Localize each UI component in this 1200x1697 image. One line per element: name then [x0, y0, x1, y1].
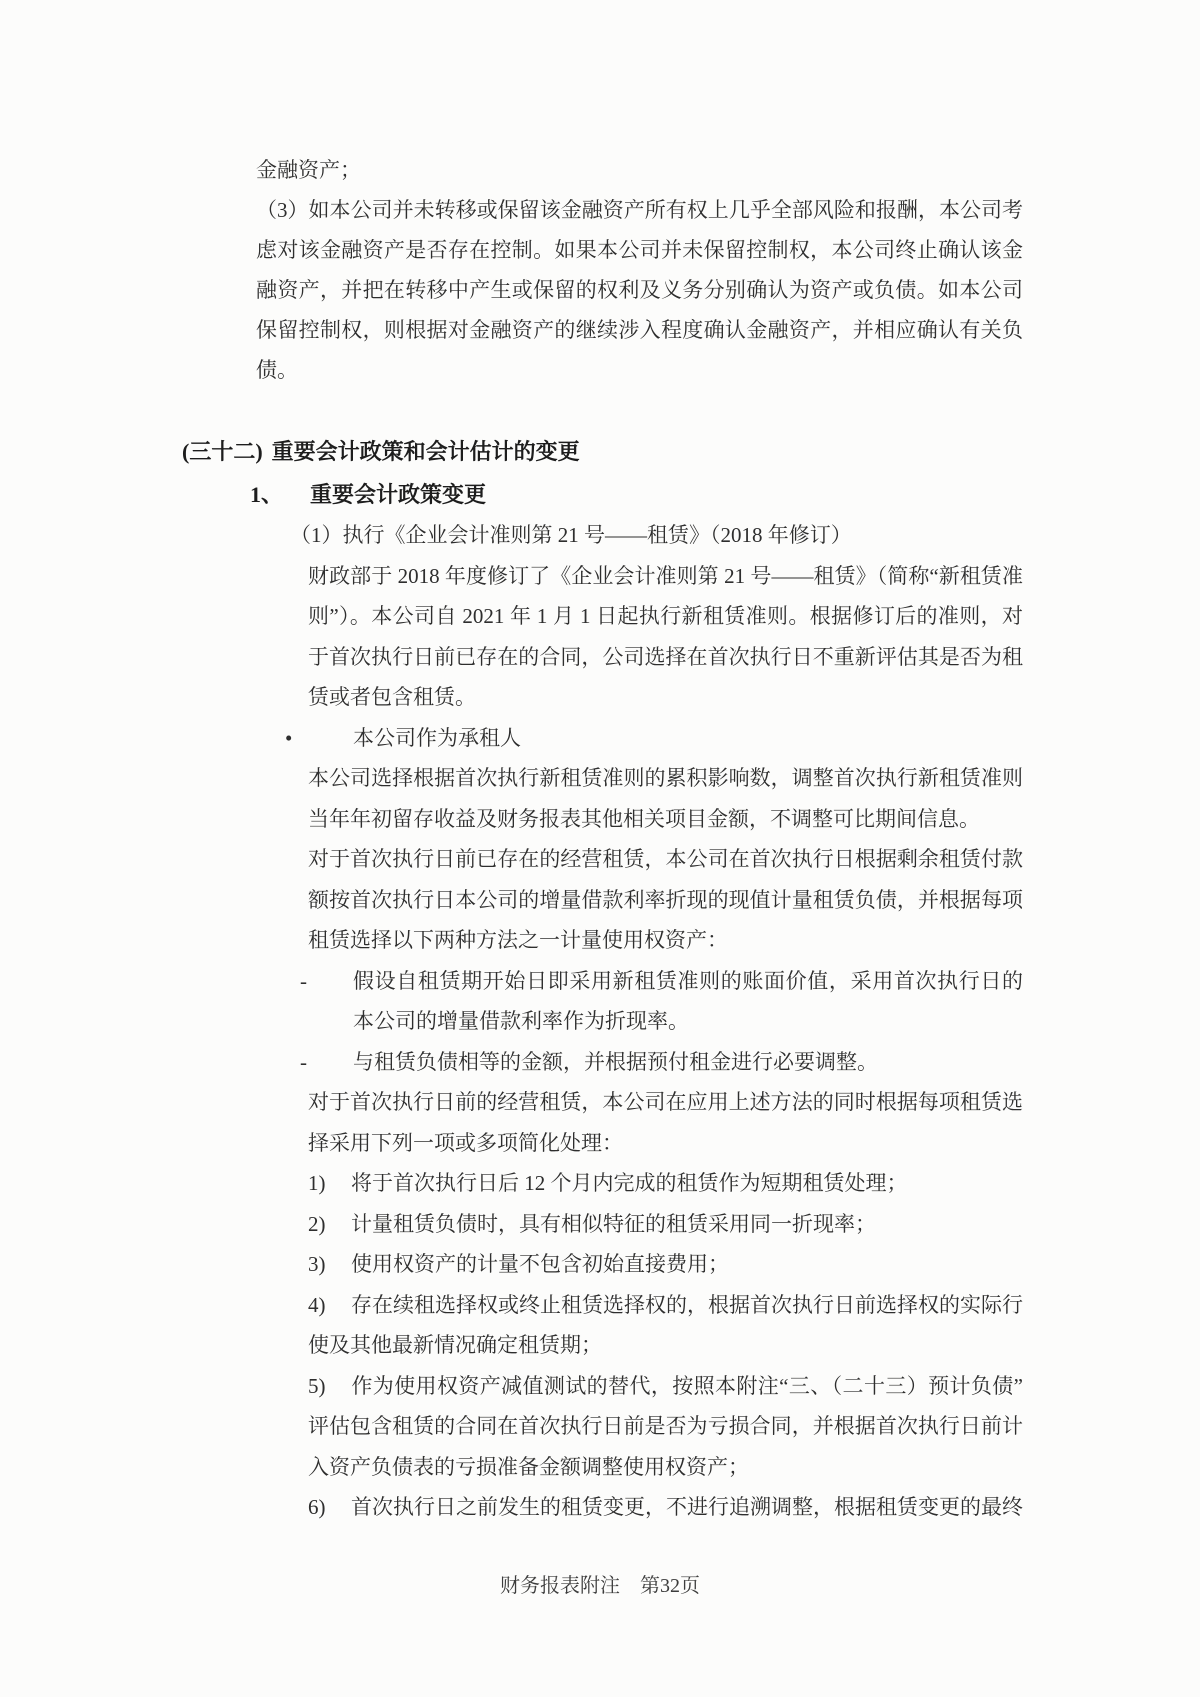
bullet-line-lessee — [285, 718, 1023, 759]
list-number: 1) — [308, 1171, 326, 1195]
dash-item-text: 假设自租赁期开始日即采用新租赁准则的账面价值，采用首次执行日的本公司的增量借款利率作为折现率。 — [353, 968, 1023, 1033]
list-item-text: 将于首次执行日后 12 个月内完成的租赁作为短期租赁处理； — [351, 1171, 908, 1195]
section-number: (三十二) — [182, 439, 263, 464]
bullet-marker-icon: • — [285, 725, 293, 750]
dash-marker-icon: - — [300, 968, 307, 993]
section-title: 重要会计政策和会计估计的变更 — [271, 439, 580, 464]
footer-page-label: 财务报表附注 第32页 — [500, 1575, 700, 1597]
intro-paragraph: （3）如本公司并未转移或保留该金融资产所有权上几乎全部风险和报酬，本公司考虑对该金融资产是否存在控制。如果本公司并未保留控制权，本公司终止确认该金融资产，并把在转移中产生或保留的权利及义务分别确认为资产或负债。如本公司保留控制权，则根据对金融资产的继续涉入程度确认金融资产，并相应确认有关负债。 — [256, 198, 1023, 382]
list-number: 6) — [308, 1495, 326, 1519]
numbered-item — [308, 1285, 1023, 1366]
dash-marker-icon: - — [300, 1049, 307, 1074]
dash-item-text: 与租赁负债相等的金额，并根据预付租金进行必要调整。 — [353, 1049, 878, 1074]
dash-item — [300, 1042, 1023, 1083]
paragraph-cumulative-effect: 本公司选择根据首次执行新租赁准则的累积影响数，调整首次执行新租赁准则当年年初留存收益及财务报表其他相关项目金额，不调整可比期间信息。 — [308, 766, 1023, 831]
subsection-title: 重要会计政策变更 — [310, 482, 487, 507]
paragraph-background: 财政部于 2018 年度修订了《企业会计准则第 21 号——租赁》（简称“新租赁准则”）。本公司自 2021 年 1 月 1 日起执行新租赁准则。根据修订后的准则，对于首次执行日前已存在的合同，公司选择在首次执行日不重新评估其是否为租赁或者包含租赁。 — [308, 563, 1023, 709]
list-item-text: 存在续租选择权或终止租赁选择权的，根据首次执行日前选择权的实际行使及其他最新情况确定租赁期； — [308, 1292, 1023, 1357]
bullet-text: 本公司作为承租人 — [353, 725, 521, 750]
dash-item — [300, 961, 1023, 1042]
intro-block — [256, 150, 1023, 390]
numbered-item — [308, 1366, 1023, 1488]
list-item-text: 首次执行日之前发生的租赁变更，不进行追溯调整，根据租赁变更的最终 — [351, 1495, 1023, 1519]
list-item-text: 作为使用权资产减值测试的替代，按照本附注“三、（二十三）预计负债”评估包含租赁的合同在首次执行日前是否为亏损合同，并根据首次执行日前计入资产负债表的亏损准备金额调整使用权资产； — [308, 1373, 1023, 1479]
numbered-item — [308, 1163, 1023, 1204]
list-number: 3) — [308, 1252, 326, 1276]
numbered-item — [308, 1204, 1023, 1245]
paragraph-simplifications: 对于首次执行日前的经营租赁，本公司在应用上述方法的同时根据每项租赁选择采用下列一项或多项简化处理： — [308, 1090, 1023, 1155]
list-item-text: 计量租赁负债时，具有相似特征的租赁采用同一折现率； — [351, 1211, 876, 1236]
subsection-number: 1、 — [250, 482, 284, 507]
section-heading — [182, 432, 580, 472]
numbered-item — [308, 1487, 1023, 1528]
list-number: 5) — [308, 1373, 326, 1398]
policy-item-title: （1）执行《企业会计准则第 21 号——租赁》（2018 年修订） — [290, 523, 852, 547]
intro-line: 金融资产； — [256, 158, 361, 182]
policy-change-body — [285, 515, 1023, 1528]
list-number: 4) — [308, 1292, 326, 1317]
numbered-item — [308, 1244, 1023, 1285]
paragraph-existing-leases: 对于首次执行日前已存在的经营租赁，本公司在首次执行日根据剩余租赁付款额按首次执行日本公司的增量借款利率折现的现值计量租赁负债，并根据每项租赁选择以下两种方法之一计量使用权资产： — [308, 847, 1023, 952]
list-item-text: 使用权资产的计量不包含初始直接费用； — [351, 1252, 729, 1276]
list-number: 2) — [308, 1211, 326, 1236]
